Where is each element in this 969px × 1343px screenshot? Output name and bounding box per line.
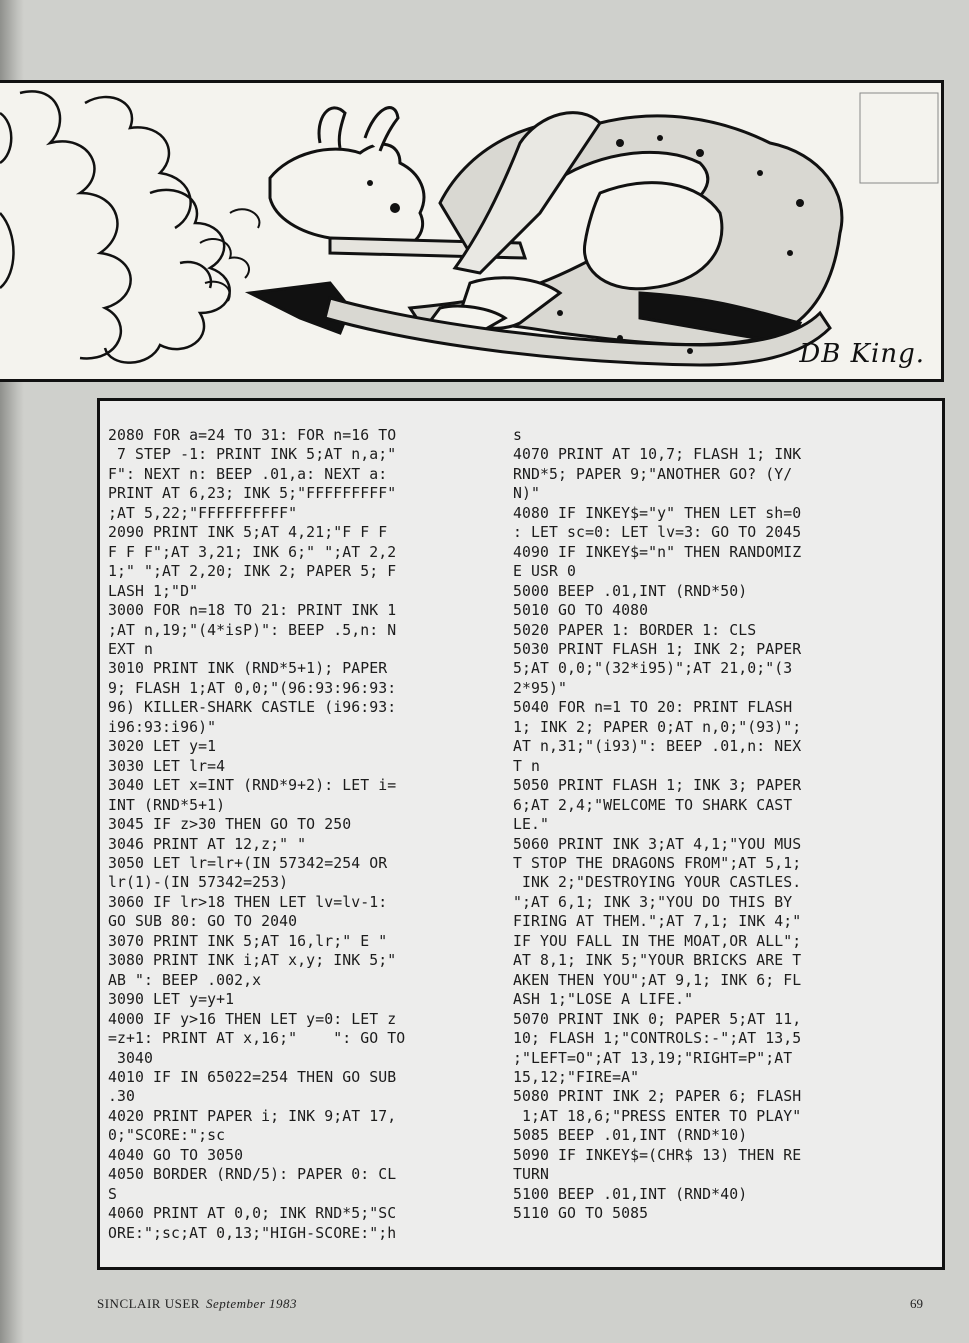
code-line: FIRING AT THEM.";AT 7,1; INK 4;": [513, 913, 802, 931]
code-line: ;AT 5,22;"FFFFFFFFFF": [108, 504, 298, 522]
code-line: N)": [513, 485, 541, 503]
magazine-name: SINCLAIR USER September 1983: [97, 1296, 298, 1311]
code-line: 1;AT 18,6;"PRESS ENTER TO PLAY": [513, 1107, 802, 1125]
listing-column-right: [513, 426, 908, 1224]
code-line: RND*5; PAPER 9;"ANOTHER GO? (Y/: [513, 465, 793, 483]
code-line: 3045 IF z>30 THEN GO TO 250: [108, 816, 352, 834]
listing-column-left: [108, 426, 503, 1243]
code-line: .30: [108, 1088, 136, 1106]
code-line: s: [513, 427, 523, 444]
code-line: PRINT AT 6,23; INK 5;"FFFFFFFFF": [108, 485, 397, 503]
code-line: 5085 BEEP .01,INT (RND*10): [513, 1127, 748, 1145]
code-line: AKEN THEN YOU";AT 9,1; INK 6; FL: [513, 971, 802, 989]
code-line: 5030 PRINT FLASH 1; INK 2; PAPER: [513, 640, 802, 658]
code-line: ORE:";sc;AT 0,13;"HIGH-SCORE:";h: [108, 1224, 397, 1242]
artist-signature: DB King.: [799, 339, 925, 369]
code-line: 4070 PRINT AT 10,7; FLASH 1; INK: [513, 446, 802, 464]
code-line: T n: [513, 757, 541, 775]
code-line: 3046 PRINT AT 12,z;" ": [108, 835, 307, 853]
code-line: 5090 IF INKEY$=(CHR$ 13) THEN RE: [513, 1146, 802, 1164]
code-line: EXT n: [108, 640, 154, 658]
code-line: 5000 BEEP .01,INT (RND*50): [513, 582, 748, 600]
code-line: 5;AT 0,0;"(32*i95)";AT 21,0;"(3: [513, 660, 793, 678]
code-line: 3080 PRINT INK i;AT x,y; INK 5;": [108, 952, 397, 970]
code-line: 4040 GO TO 3050: [108, 1146, 244, 1164]
code-line: S: [108, 1185, 118, 1203]
code-line: AT 8,1; INK 5;"YOUR BRICKS ARE T: [513, 952, 802, 970]
code-line: 4090 IF INKEY$="n" THEN RANDOMIZ: [513, 543, 802, 561]
code-line: 96) KILLER-SHARK CASTLE (i96:93:: [108, 699, 397, 717]
code-line: 5100 BEEP .01,INT (RND*40): [513, 1185, 748, 1203]
code-line: LE.": [513, 816, 550, 834]
code-line: 4050 BORDER (RND/5): PAPER 0: CL: [108, 1166, 397, 1184]
code-line: 3070 PRINT INK 5;AT 16,lr;" E ": [108, 932, 388, 950]
code-line: 2*95)": [513, 679, 568, 697]
code-line: 5020 PAPER 1: BORDER 1: CLS: [513, 621, 757, 639]
code-line: 5110 GO TO 5085: [513, 1205, 649, 1223]
code-line: 2090 PRINT INK 5;AT 4,21;"F F F: [108, 524, 388, 542]
code-line: 5080 PRINT INK 2; PAPER 6; FLASH: [513, 1088, 802, 1106]
code-line: =z+1: PRINT AT x,16;" ": GO TO: [108, 1030, 406, 1048]
code-line: 3090 LET y=y+1: [108, 991, 235, 1009]
code-line: 4000 IF y>16 THEN LET y=0: LET z: [108, 1010, 397, 1028]
code-line: INK 2;"DESTROYING YOUR CASTLES.: [513, 874, 802, 892]
code-line: i96:93:i96)": [108, 718, 217, 736]
code-line: 4080 IF INKEY$="y" THEN LET sh=0: [513, 504, 802, 522]
code-line: F": NEXT n: BEEP .01,a: NEXT a:: [108, 465, 388, 483]
code-line: 3000 FOR n=18 TO 21: PRINT INK 1: [108, 602, 397, 620]
code-line: ;"LEFT=O";AT 13,19;"RIGHT=P";AT: [513, 1049, 793, 1067]
code-line: 3030 LET lr=4: [108, 757, 226, 775]
code-line: 4010 IF IN 65022=254 THEN GO SUB: [108, 1068, 397, 1086]
code-line: ";AT 6,1; INK 3;"YOU DO THIS BY: [513, 893, 793, 911]
basic-program-listing: [97, 398, 945, 1270]
code-line: GO SUB 80: GO TO 2040: [108, 913, 298, 931]
code-line: 6;AT 2,4;"WELCOME TO SHARK CAST: [513, 796, 793, 814]
code-line: 4060 PRINT AT 0,0; INK RND*5;"SC: [108, 1205, 397, 1223]
dragon-illustration: [0, 80, 944, 382]
code-line: 5060 PRINT INK 3;AT 4,1;"YOU MUS: [513, 835, 802, 853]
code-line: 3040: [108, 1049, 154, 1067]
code-line: T STOP THE DRAGONS FROM";AT 5,1;: [513, 854, 802, 872]
code-line: LASH 1;"D": [108, 582, 199, 600]
code-line: 1; INK 2; PAPER 0;AT n,0;"(93)";: [513, 718, 802, 736]
code-line: 0;"SCORE:";sc: [108, 1127, 226, 1145]
code-line: 2080 FOR a=24 TO 31: FOR n=16 TO: [108, 427, 397, 444]
code-line: 15,12;"FIRE=A": [513, 1068, 640, 1086]
code-line: 1;" ";AT 2,20; INK 2; PAPER 5; F: [108, 563, 397, 581]
code-line: 9; FLASH 1;AT 0,0;"(96:93:96:93:: [108, 679, 397, 697]
code-line: 5040 FOR n=1 TO 20: PRINT FLASH: [513, 699, 793, 717]
dragon-drawing: [0, 83, 944, 382]
page-number: 69: [910, 1296, 923, 1311]
code-line: 3060 IF lr>18 THEN LET lv=lv-1:: [108, 893, 388, 911]
code-line: lr(1)-(IN 57342=253): [108, 874, 289, 892]
code-line: AB ": BEEP .002,x: [108, 971, 262, 989]
code-line: 3020 LET y=1: [108, 738, 217, 756]
code-line: 5010 GO TO 4080: [513, 602, 649, 620]
code-line: E USR 0: [513, 563, 577, 581]
code-line: TURN: [513, 1166, 550, 1184]
code-line: 3050 LET lr=lr+(IN 57342=254 OR: [108, 854, 388, 872]
code-line: AT n,31;"(i93)": BEEP .01,n: NEX: [513, 738, 802, 756]
code-line: IF YOU FALL IN THE MOAT,OR ALL";: [513, 932, 802, 950]
code-line: ASH 1;"LOSE A LIFE.": [513, 991, 694, 1009]
code-line: 5050 PRINT FLASH 1; INK 3; PAPER: [513, 777, 802, 795]
page-footer: [97, 1296, 945, 1316]
code-line: : LET sc=0: LET lv=3: GO TO 2045: [513, 524, 802, 542]
code-line: F F F";AT 3,21; INK 6;" ";AT 2,2: [108, 543, 397, 561]
code-line: 5070 PRINT INK 0; PAPER 5;AT 11,: [513, 1010, 802, 1028]
code-line: 10; FLASH 1;"CONTROLS:-";AT 13,5: [513, 1030, 802, 1048]
code-line: 4020 PRINT PAPER i; INK 9;AT 17,: [108, 1107, 397, 1125]
code-line: 3040 LET x=INT (RND*9+2): LET i=: [108, 777, 397, 795]
issue-date: September 1983: [205, 1296, 298, 1311]
code-line: 7 STEP -1: PRINT INK 5;AT n,a;": [108, 446, 397, 464]
code-line: INT (RND*5+1): [108, 796, 226, 814]
code-line: 3010 PRINT INK (RND*5+1); PAPER: [108, 660, 388, 678]
code-line: ;AT n,19;"(4*isP)": BEEP .5,n: N: [108, 621, 397, 639]
